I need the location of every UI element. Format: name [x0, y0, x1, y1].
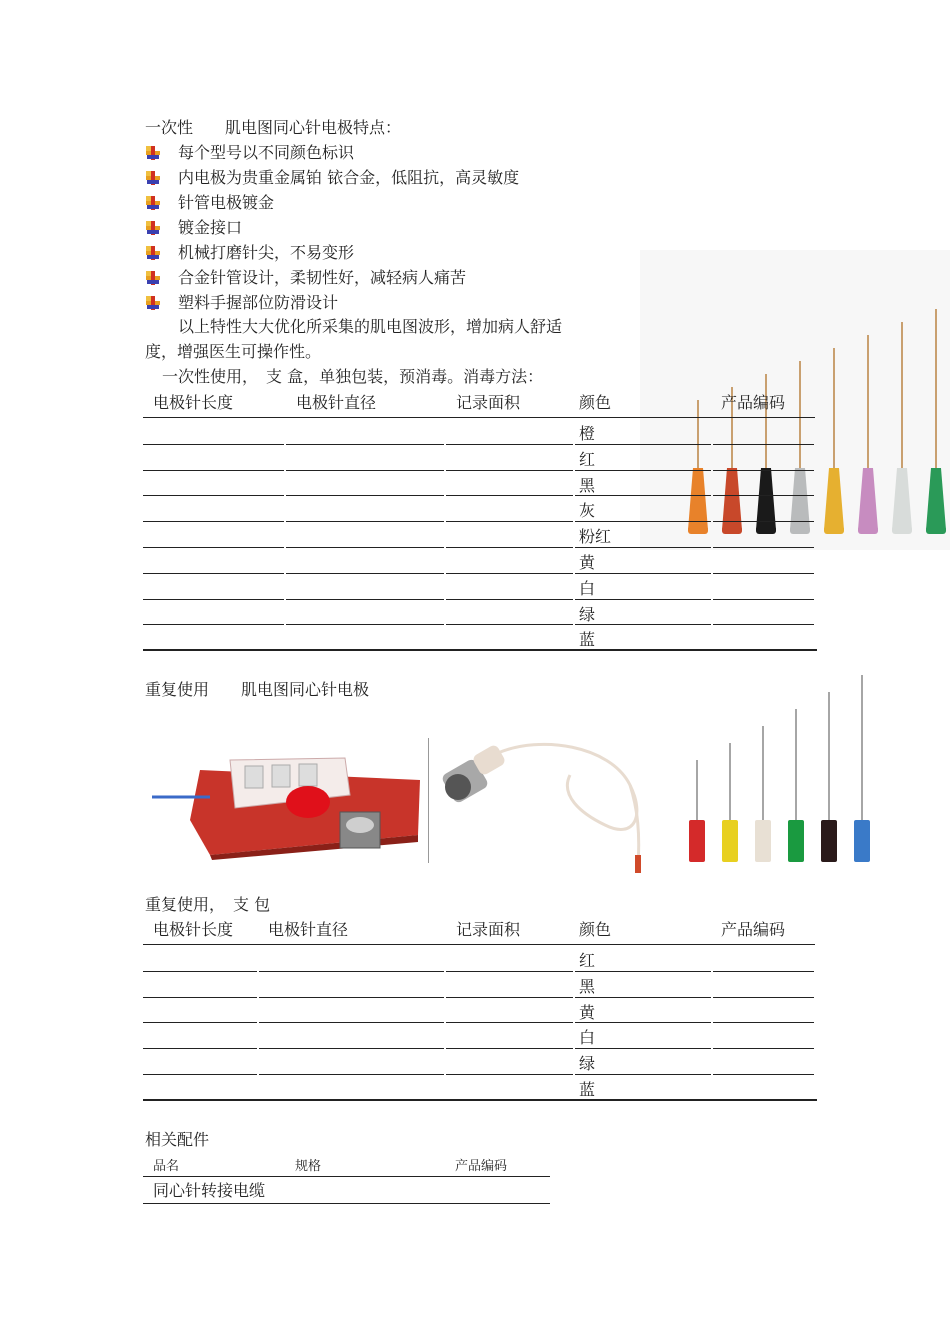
table-row-rule	[446, 470, 573, 471]
reusable-needle	[722, 743, 738, 862]
reusable-needle	[854, 675, 870, 862]
table-header-rule	[143, 944, 815, 945]
table-color-cell: 白	[579, 1028, 596, 1048]
table-row-rule	[713, 547, 814, 548]
table-row-rule	[259, 1074, 444, 1075]
table-header-rule	[143, 417, 815, 418]
table-row-rule	[713, 624, 814, 625]
table-row-rule	[143, 470, 284, 471]
bullet-icon	[145, 195, 161, 211]
reusable-needle	[689, 760, 705, 862]
table-header-cell: 记录面积	[456, 920, 521, 939]
table-row-rule	[286, 470, 444, 471]
accessory-bottom-rule	[143, 1203, 550, 1204]
table-row-rule	[446, 997, 573, 998]
table-color-cell: 灰	[579, 501, 596, 521]
feature-item: 每个型号以不同颜色标识	[178, 143, 355, 162]
table-row-rule	[446, 599, 573, 600]
table-color-cell: 红	[579, 449, 596, 469]
bullet-icon	[145, 270, 161, 286]
table-bottom-rule	[143, 1099, 817, 1101]
table-row-rule	[446, 495, 573, 496]
table-row-rule	[713, 971, 814, 972]
table-row-rule	[286, 444, 444, 445]
accessory-header-name: 品名	[153, 1159, 180, 1174]
reusable-needles-image	[680, 660, 870, 870]
disposable-needles-image	[640, 250, 950, 560]
table-row-rule	[259, 971, 444, 972]
table-row-rule	[446, 573, 573, 574]
feature-item: 合金针管设计，柔韧性好，减轻病人痛苦	[178, 268, 467, 287]
table-row-rule	[446, 1074, 573, 1075]
table-row-rule	[143, 971, 257, 972]
table-row-rule	[143, 521, 284, 522]
table-color-cell: 红	[579, 951, 596, 970]
table-row-rule	[446, 1022, 573, 1023]
table-row-rule	[143, 1022, 257, 1023]
feature-item: 镀金接口	[178, 218, 243, 237]
table-header-cell: 电极针长度	[153, 920, 234, 939]
table-row-rule	[713, 1022, 814, 1023]
table-row-rule	[259, 997, 444, 998]
table-row-rule	[143, 1074, 257, 1075]
table-row-rule	[446, 444, 573, 445]
table-row-rule	[143, 599, 284, 600]
table-row-rule	[446, 624, 573, 625]
table-row-rule	[575, 521, 711, 522]
table-color-cell: 黑	[579, 976, 596, 996]
table-color-cell: 绿	[579, 604, 596, 624]
table-header-cell: 颜色	[579, 920, 612, 939]
table-color-cell: 白	[579, 578, 596, 598]
usage-text: 一次性使用， 支 盒，单独包装，预消毒。消毒方法：	[162, 367, 544, 386]
reusable-needle	[755, 726, 771, 862]
table-color-cell: 绿	[579, 1054, 596, 1074]
table-row-rule	[575, 573, 711, 574]
table-color-cell: 黄	[579, 553, 596, 572]
table-row-rule	[575, 1022, 711, 1023]
table-row-rule	[575, 997, 711, 998]
table-header-cell: 电极针直径	[296, 393, 377, 412]
table-header-cell: 电极针长度	[153, 393, 234, 412]
table-row-rule	[713, 573, 814, 574]
feature-item: 机械打磨针尖，不易变形	[178, 243, 355, 262]
table-row-rule	[286, 547, 444, 548]
table-row-rule	[259, 1022, 444, 1023]
summary-text-cont: 度，增强医生可操作性。	[145, 342, 322, 361]
table-row-rule	[143, 547, 284, 548]
bullet-icon	[145, 245, 161, 261]
bullet-icon	[145, 295, 161, 311]
feature-item: 针管电极镀金	[178, 193, 275, 212]
table-row-rule	[143, 495, 284, 496]
disposable-title: 一次性 肌电图同心针电极特点：	[145, 118, 402, 137]
table-row-rule	[286, 573, 444, 574]
table-row-rule	[575, 1074, 711, 1075]
feature-item: 内电极为贵重金属铂 铱合金，低阻抗，高灵敏度	[178, 168, 520, 187]
table-row-rule	[143, 997, 257, 998]
table-row-rule	[713, 495, 814, 496]
summary-text: 以上特性大大优化所采集的肌电图波形，增加病人舒适	[178, 317, 563, 336]
accessory-row-name: 同心针转接电缆	[153, 1181, 266, 1200]
table-color-cell: 黄	[579, 1002, 596, 1022]
adapter-cable-image	[440, 735, 650, 880]
table-row-rule	[575, 599, 711, 600]
table-color-cell: 蓝	[579, 1080, 596, 1099]
table-row-rule	[575, 971, 711, 972]
table-row-rule	[143, 573, 284, 574]
table-color-cell: 橙	[579, 424, 596, 443]
table-row-rule	[446, 547, 573, 548]
accessories-title: 相关配件	[145, 1130, 210, 1149]
table-row-rule	[713, 470, 814, 471]
table-row-rule	[286, 521, 444, 522]
table-row-rule	[575, 470, 711, 471]
table-bottom-rule	[143, 649, 817, 651]
table-color-cell: 粉红	[579, 527, 612, 547]
feature-item: 塑料手握部位防滑设计	[178, 293, 339, 312]
table-row-rule	[713, 599, 814, 600]
table-row-rule	[143, 1048, 257, 1049]
table-row-rule	[575, 547, 711, 548]
table-header-cell: 电极针直径	[268, 920, 349, 939]
table-row-rule	[575, 624, 711, 625]
image-divider	[428, 738, 429, 863]
accessory-header-code: 产品编码	[455, 1159, 508, 1174]
accessory-header-spec: 规格	[295, 1159, 322, 1174]
table-color-cell: 蓝	[579, 630, 596, 650]
table-row-rule	[575, 444, 711, 445]
reusable-needle	[788, 709, 804, 862]
reusable-usage-text: 重复使用， 支 包	[145, 895, 271, 914]
table-row-rule	[446, 971, 573, 972]
table-row-rule	[143, 444, 284, 445]
table-header-cell: 记录面积	[456, 393, 521, 412]
table-row-rule	[286, 624, 444, 625]
table-row-rule	[286, 495, 444, 496]
bullet-icon	[145, 145, 161, 161]
table-row-rule	[286, 599, 444, 600]
reusable-title: 重复使用 肌电图同心针电极	[145, 680, 370, 699]
bullet-icon	[145, 220, 161, 236]
table-row-rule	[446, 1048, 573, 1049]
table-row-rule	[713, 444, 814, 445]
reusable-needle	[821, 692, 837, 862]
table-color-cell: 黑	[579, 475, 596, 495]
table-row-rule	[259, 1048, 444, 1049]
table-header-cell: 产品编码	[721, 920, 786, 939]
accessory-header-rule	[143, 1176, 550, 1177]
electrode-holder-image	[150, 740, 425, 860]
table-row-rule	[143, 624, 284, 625]
bullet-icon	[145, 170, 161, 186]
table-row-rule	[575, 1048, 711, 1049]
table-header-cell: 产品编码	[721, 393, 786, 412]
table-row-rule	[713, 521, 814, 522]
table-row-rule	[713, 997, 814, 998]
table-header-cell: 颜色	[579, 393, 612, 412]
table-row-rule	[713, 1074, 814, 1075]
table-row-rule	[446, 521, 573, 522]
table-row-rule	[575, 495, 711, 496]
table-row-rule	[713, 1048, 814, 1049]
